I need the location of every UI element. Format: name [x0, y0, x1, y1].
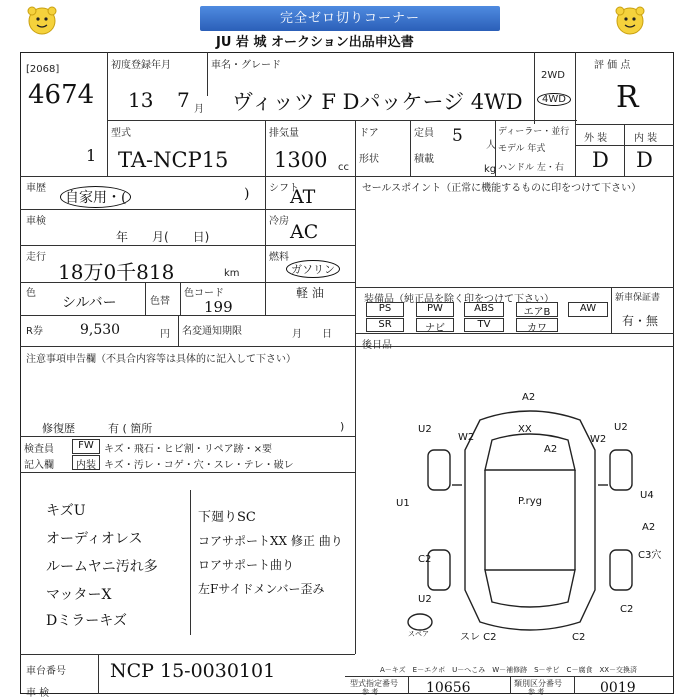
mascot-icon-left: [20, 4, 64, 38]
eval-label: 評 価 点: [594, 60, 631, 71]
drive-4wd: 4WD: [537, 93, 571, 106]
car-name-value: ヴィッツ F Dパッケージ 4WD: [232, 90, 523, 114]
equip-tv: TV: [464, 318, 504, 332]
diagram-mark-7: W2: [590, 434, 607, 445]
name-change-md: 月 日: [292, 329, 332, 340]
diagram-mark-17: C2: [572, 632, 586, 643]
mileage-label: 走行: [26, 252, 46, 263]
lot-ref: [2068]: [26, 64, 60, 75]
equip-pw: PW: [416, 302, 454, 317]
color-label: 色: [26, 288, 36, 299]
memo-left-1: キズU: [46, 503, 86, 519]
load-unit: kg: [484, 164, 497, 175]
banner-title: 完全ゼロ切りコーナー: [200, 6, 500, 31]
eval-interior-label: 内 装: [634, 133, 658, 144]
name-change-label: 名変通知期限: [182, 326, 242, 337]
displacement-label: 排気量: [269, 128, 299, 139]
checker-fw: FW: [72, 439, 100, 454]
repair-close: ): [340, 420, 345, 433]
diagram-mark-4: XX: [518, 424, 532, 435]
memo-left-3: ルームヤニ汚れ多: [46, 559, 158, 575]
capacity-value: 5: [452, 126, 463, 146]
lot-number: 4674: [28, 80, 95, 110]
memo-left-2: オーディオレス: [46, 531, 143, 547]
first-reg-month-unit: 月: [194, 104, 204, 115]
usage-label: 車歴: [26, 183, 46, 194]
notes-label: 注意事項申告欄（不具合内容等は具体的に記入して下さい）: [26, 354, 296, 365]
category-code-value: 0019: [600, 680, 636, 696]
model-extra: 1: [86, 146, 97, 165]
equip-leather: カワ: [516, 318, 558, 332]
eval-exterior: D: [592, 148, 609, 172]
equip-navi: ナビ: [416, 318, 454, 332]
mileage-value: 18万0千818: [58, 260, 175, 284]
memo-right-4: 左Fサイドメンバー歪み: [198, 582, 325, 596]
format-code-sub: 参 考: [362, 688, 379, 696]
format-code-label: 型式指定番号: [350, 679, 398, 688]
inspection-ymd: 年 月( 日): [116, 230, 210, 244]
inspection-label: 車検: [26, 216, 46, 227]
equip-sr: SR: [366, 318, 404, 332]
model-label: 型式: [111, 128, 131, 139]
recycle-value: 9,530: [80, 322, 121, 338]
diagram-mark-16: スレ C2: [460, 632, 497, 643]
diagram-mark-12: C2: [418, 554, 432, 565]
first-reg-year: 13: [128, 88, 154, 112]
handle-label: ハンドル 左・右: [498, 163, 564, 173]
capacity-unit: 人: [486, 140, 496, 151]
cooling-label: 冷房: [269, 216, 289, 227]
memo-left-5: Dミラーキズ: [46, 613, 127, 629]
shift-label: シフト: [269, 183, 299, 194]
model-year-label: モデル 年式: [498, 144, 546, 154]
format-code-value: 10656: [426, 680, 471, 696]
diagram-mark-11: A2: [642, 522, 656, 533]
shift-value: AT: [290, 186, 316, 208]
diagram-mark-6: U2: [614, 422, 628, 433]
color-code: 199: [204, 298, 233, 316]
recycle-label: R券: [26, 326, 43, 337]
color-swap-label: 色替: [150, 296, 170, 307]
diagram-mark-5: A2: [544, 444, 558, 455]
sheet-header: JU 岩 城 オークション出品申込書: [216, 35, 414, 50]
diagram-mark-9: U1: [396, 498, 410, 509]
dealer-label: ディーラー・並行: [498, 127, 570, 137]
checker-label-1: 検査員: [24, 444, 54, 455]
usage-close: ): [244, 186, 250, 202]
diagram-mark-2: U2: [418, 424, 432, 435]
cooling-value: AC: [290, 221, 319, 243]
eval-exterior-label: 外 装: [584, 133, 608, 144]
diagram-mark-1: A2: [522, 392, 536, 403]
drive-2wd: 2WD: [541, 70, 565, 81]
mileage-unit: km: [224, 268, 240, 279]
equip-ps: PS: [366, 302, 404, 317]
usage-value: 自家用・(: [60, 186, 131, 208]
recycle-unit: 円: [160, 329, 170, 340]
color-value: シルバー: [62, 295, 117, 311]
diagram-mark-10: U4: [640, 490, 654, 501]
memo-right-3: ロアサポート曲り: [198, 558, 295, 572]
car-damage-diagram: [396, 390, 662, 650]
category-code-sub: 参 考: [528, 688, 545, 696]
memo-left-4: マッターX: [46, 587, 112, 603]
diagram-mark-15: C2: [620, 604, 634, 615]
diagram-legend: A－キズ E－エクボ U－へこみ W－補修跡 S－サビ C－腐食 XX－交換済: [380, 666, 638, 674]
equip-aw: AW: [568, 302, 608, 317]
shape-label: 形状: [359, 154, 379, 165]
equip-airbag: エアB: [516, 302, 558, 317]
eval-score: R: [616, 80, 639, 115]
fuel-diesel: 軽 油: [296, 286, 324, 300]
checker-interior-items: キズ・汚レ・コゲ・穴・スレ・テレ・破レ: [104, 460, 294, 471]
eval-interior: D: [636, 148, 653, 172]
checker-fw-items: キズ・飛石・ヒビ割・リペア跡・×要: [104, 444, 272, 455]
capacity-label: 定員: [414, 128, 434, 139]
diagram-mark-14: U2: [418, 594, 432, 605]
checker-interior: 内装: [72, 455, 100, 470]
equip-abs: ABS: [464, 302, 504, 317]
fuel-gasoline: ガソリン: [286, 260, 340, 278]
memo-right-1: 下廻りSC: [198, 510, 256, 525]
chassis-label: 車台番号: [26, 666, 66, 677]
diagram-mark-3: W2: [458, 432, 475, 443]
sales-points-label: セールスポイント（正常に機能するものに印をつけて下さい）: [362, 183, 642, 194]
first-reg-label: 初度登録年月: [111, 60, 171, 71]
load-label: 積載: [414, 154, 434, 165]
model-value: TA-NCP15: [118, 148, 229, 172]
fuel-label: 燃料: [269, 252, 289, 263]
chassis-value: NCP 15-0030101: [110, 660, 276, 682]
checker-label-2: 記入欄: [24, 460, 54, 471]
first-reg-month: 7: [177, 88, 190, 112]
mascot-icon-right: [608, 4, 652, 38]
remarks-label: 後日品: [362, 340, 392, 351]
repair-label: 修復歴: [42, 422, 75, 435]
door-label: ドア: [359, 128, 379, 139]
diagram-spare-label: スペア: [408, 630, 429, 638]
category-code-label: 類別区分番号: [514, 679, 562, 688]
diagram-mark-13: C3穴: [638, 550, 662, 561]
displacement-unit: cc: [338, 162, 349, 173]
equipment-label: 装備品（純正品を除く印をつけて下さい）: [364, 294, 554, 305]
repair-value: 有 ( 箇所: [108, 422, 153, 435]
color-code-label: 色コード: [184, 288, 224, 299]
car-name-label: 車名・グレード: [211, 60, 281, 71]
displacement-value: 1300: [274, 148, 328, 172]
memo-right-2: コアサポートXX 修正 曲り: [198, 534, 343, 548]
diagram-mark-8: P.ryg: [518, 496, 543, 507]
warranty-value: 有・無: [622, 314, 659, 328]
warranty-label: 新車保証書: [615, 293, 661, 303]
footer-label: 車 検: [26, 688, 50, 699]
